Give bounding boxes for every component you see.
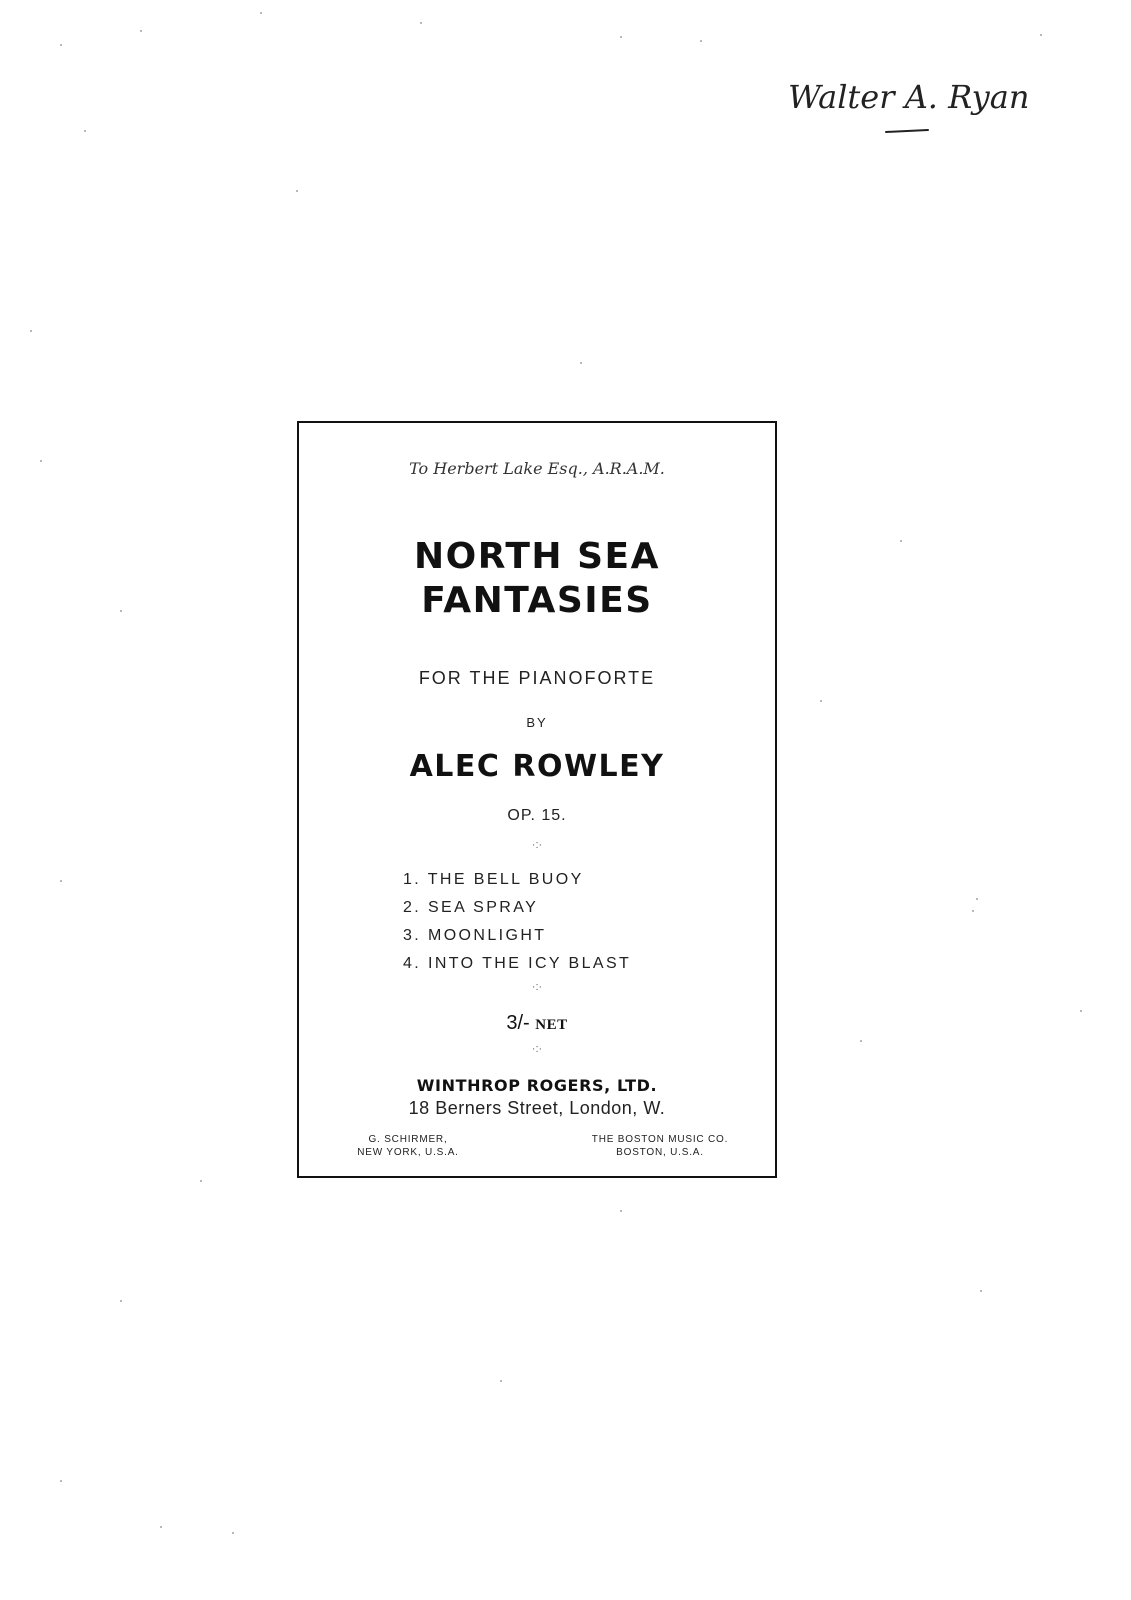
work-title-line-2: FANTASIES	[421, 580, 653, 621]
speck	[260, 12, 262, 14]
handwritten-signature	[786, 62, 1030, 146]
speck	[60, 880, 62, 882]
price	[299, 1012, 775, 1035]
contents-item: 4. INTO THE ICY BLAST	[403, 955, 632, 972]
ornament-divider: ·:·	[531, 839, 543, 851]
contents-list	[403, 866, 631, 978]
speck	[980, 1290, 982, 1292]
speck	[140, 30, 142, 32]
publisher-address: 18 Berners Street, London, W.	[408, 1098, 666, 1118]
speck	[900, 540, 902, 542]
price-amount: 3/-	[506, 1012, 530, 1034]
ornament-divider: ·:·	[531, 1043, 543, 1055]
speck	[580, 362, 582, 364]
agent-location: NEW YORK, U.S.A.	[357, 1147, 459, 1158]
speck	[60, 44, 62, 46]
composer-name: ALEC ROWLEY	[409, 749, 665, 784]
opus-number: OP. 15.	[507, 807, 567, 824]
speck	[200, 1180, 202, 1182]
speck	[620, 36, 622, 38]
svg-text:Walter A. Ryan: Walter A. Ryan	[788, 78, 1030, 116]
contents-item: 1. THE BELL BUOY	[403, 871, 584, 888]
agent-boston	[565, 1133, 755, 1159]
speck	[120, 610, 122, 612]
publisher-name: WINTHROP ROGERS, LTD.	[416, 1076, 658, 1095]
speck	[30, 330, 32, 332]
agent-location: BOSTON, U.S.A.	[616, 1147, 704, 1158]
speck	[60, 1480, 62, 1482]
speck	[40, 460, 42, 462]
agent-name: THE BOSTON MUSIC CO.	[591, 1134, 729, 1145]
speck	[500, 1380, 502, 1382]
speck	[976, 898, 978, 900]
speck	[232, 1532, 234, 1534]
speck	[1080, 1010, 1082, 1012]
speck	[296, 190, 298, 192]
cover-title-panel	[297, 421, 777, 1178]
speck	[972, 910, 974, 912]
agent-name: G. SCHIRMER,	[368, 1134, 448, 1145]
by-label: BY	[526, 715, 548, 730]
speck	[820, 700, 822, 702]
speck	[700, 40, 702, 42]
speck	[160, 1526, 162, 1528]
work-title	[299, 535, 775, 623]
speck	[620, 1210, 622, 1212]
speck	[420, 22, 422, 24]
instrument-subtitle: FOR THE PIANOFORTE	[418, 668, 656, 688]
agent-new-york	[333, 1133, 483, 1159]
ornament-divider: ·:·	[531, 981, 543, 993]
price-suffix: NET	[535, 1017, 568, 1033]
speck	[1040, 34, 1042, 36]
dedication: To Herbert Lake Esq., A.R.A.M.	[409, 459, 665, 478]
work-title-line-1: NORTH SEA	[414, 536, 660, 577]
contents-item: 2. SEA SPRAY	[403, 899, 539, 916]
speck	[84, 130, 86, 132]
speck	[120, 1300, 122, 1302]
speck	[860, 1040, 862, 1042]
contents-item: 3. MOONLIGHT	[403, 927, 547, 944]
